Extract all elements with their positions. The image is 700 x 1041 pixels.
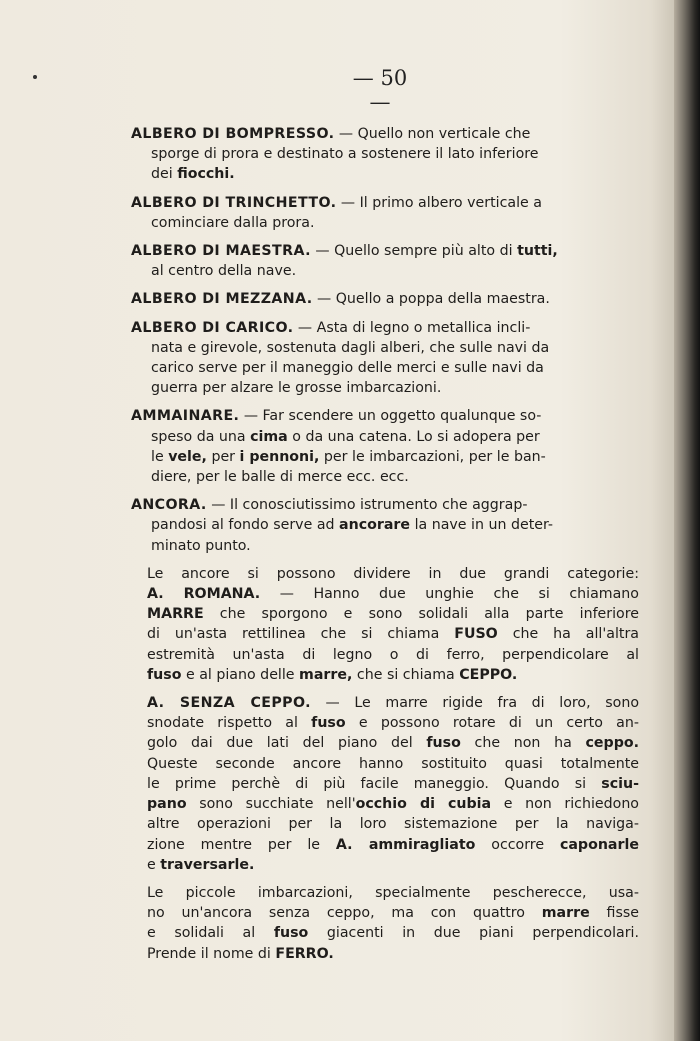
text-run: minato punto. bbox=[151, 537, 251, 554]
text-run: sono succhiate nell' bbox=[186, 796, 356, 813]
text-run: snodate rispetto al bbox=[147, 715, 312, 732]
body-paragraph bbox=[147, 883, 639, 964]
bold-term: ALBERO DI CARICO. bbox=[131, 319, 294, 336]
text-run: e solidali al bbox=[147, 925, 274, 942]
text-run: sporge di prora e destinato a sostenere il lato inferiore bbox=[151, 146, 539, 163]
text-line bbox=[147, 713, 639, 733]
text-line bbox=[131, 124, 639, 144]
text-line bbox=[131, 495, 639, 515]
text-run: pandosi al fondo serve ad bbox=[151, 517, 340, 534]
bold-term: AMMAINARE. bbox=[131, 408, 240, 425]
text-run: per le imbarcazioni, per le ban- bbox=[319, 448, 546, 465]
text-run: no un'ancora senza ceppo, ma con quattro bbox=[147, 905, 542, 922]
text-run: le bbox=[151, 448, 169, 465]
text-line bbox=[147, 903, 639, 923]
bold-term: caponarle bbox=[559, 836, 639, 853]
bold-term: ceppo. bbox=[585, 735, 639, 752]
text-run: al centro della nave. bbox=[151, 263, 297, 280]
bold-term: MARRE bbox=[147, 606, 204, 623]
text-run: — Quello a poppa della maestra. bbox=[312, 291, 550, 308]
text-run: giacenti in due piani perpendicolari. bbox=[308, 925, 639, 942]
bold-term: ALBERO DI TRINCHETTO. bbox=[131, 194, 337, 211]
text-run: carico serve per il maneggio delle merci e sulle navi da bbox=[151, 360, 544, 377]
paper-speck bbox=[33, 75, 37, 79]
text-run: Le piccole imbarcazioni, specialmente pescherecce, usa- bbox=[147, 884, 639, 901]
text-run: la nave in un deter- bbox=[410, 517, 554, 534]
body-paragraph bbox=[147, 693, 639, 875]
text-run: dei bbox=[151, 166, 178, 183]
bold-term: A. ROMANA. bbox=[147, 586, 261, 603]
text-line bbox=[147, 564, 639, 584]
text-line bbox=[147, 774, 639, 794]
bold-term: ALBERO DI MAESTRA. bbox=[131, 243, 311, 260]
text-run: Prende il nome di bbox=[147, 945, 276, 962]
text-run: — Il primo albero verticale a bbox=[336, 194, 542, 211]
bold-term: FERRO. bbox=[275, 945, 334, 962]
text-line bbox=[131, 164, 639, 184]
text-run: che non ha bbox=[460, 735, 586, 752]
book-spine-shadow bbox=[674, 0, 700, 1041]
bold-term: sciu- bbox=[601, 775, 639, 792]
glossary-entry bbox=[131, 406, 639, 487]
bold-term: ancorare bbox=[339, 517, 411, 534]
text-line bbox=[147, 693, 639, 713]
text-line bbox=[131, 289, 639, 309]
text-run: e al piano delle bbox=[181, 666, 300, 683]
text-run: Queste seconde ancore hanno sostituito quasi totalmente bbox=[147, 755, 639, 772]
text-run: Le ancore si possono dividere in due grandi categorie: bbox=[147, 565, 639, 582]
text-run: — Hanno due unghie che si chiamano bbox=[260, 586, 639, 603]
text-line bbox=[131, 406, 639, 426]
text-line bbox=[131, 241, 639, 261]
text-line bbox=[147, 754, 639, 774]
text-run: — Quello non verticale che bbox=[334, 126, 531, 142]
bold-term: fuso bbox=[311, 715, 346, 732]
text-run: guerra per alzare le grosse imbarcazioni. bbox=[151, 380, 442, 397]
glossary-text bbox=[131, 124, 639, 972]
text-run: e possono rotare di un certo an- bbox=[345, 715, 639, 732]
bold-term: vele, bbox=[168, 448, 207, 465]
text-line bbox=[131, 378, 639, 398]
text-line bbox=[147, 855, 639, 875]
bold-term: fuso bbox=[147, 666, 182, 683]
bold-term: FUSO bbox=[454, 626, 498, 643]
text-run: e non richiedono bbox=[491, 796, 639, 813]
bold-term: pano bbox=[147, 796, 187, 813]
text-run: che sporgono e sono solidali alla parte inferiore bbox=[203, 606, 639, 623]
bold-term: fuso bbox=[426, 735, 461, 752]
text-line bbox=[147, 814, 639, 834]
bold-term: tutti, bbox=[517, 243, 558, 260]
bold-term: A. SENZA CEPPO. bbox=[147, 695, 311, 712]
page-number: — 50 — bbox=[352, 66, 408, 114]
text-line bbox=[131, 261, 639, 281]
text-run: — Il conosciutissimo istrumento che aggrap- bbox=[206, 497, 528, 514]
text-run: che si chiama bbox=[352, 666, 460, 683]
text-line bbox=[131, 427, 639, 447]
text-run: cominciare dalla prora. bbox=[151, 214, 315, 231]
body-paragraph bbox=[147, 564, 639, 685]
text-run: diere, per le balle di merce ecc. ecc. bbox=[151, 469, 409, 486]
text-line bbox=[131, 193, 639, 213]
text-line bbox=[147, 604, 639, 624]
text-run: di un'asta rettilinea che si chiama bbox=[147, 626, 455, 643]
text-line bbox=[131, 536, 639, 556]
text-line bbox=[131, 338, 639, 358]
text-line bbox=[147, 923, 639, 943]
bold-term: cima bbox=[250, 428, 288, 445]
text-line bbox=[131, 447, 639, 467]
text-run: golo dai due lati del piano del bbox=[147, 735, 427, 752]
text-run: che ha all'altra bbox=[497, 626, 639, 643]
text-line bbox=[131, 515, 639, 535]
text-run: — Asta di legno o metallica incli- bbox=[293, 319, 531, 336]
text-run: o da una catena. Lo si adopera per bbox=[287, 428, 540, 445]
bold-term: A. ammiragliato bbox=[335, 836, 476, 853]
bold-term: fuso bbox=[273, 925, 309, 942]
text-line bbox=[131, 467, 639, 487]
text-run: altre operazioni per la loro sistemazione per la naviga- bbox=[147, 816, 639, 833]
bold-term: traversarle. bbox=[160, 856, 255, 873]
text-line bbox=[147, 794, 639, 814]
text-line bbox=[147, 883, 639, 903]
text-run: fisse bbox=[589, 905, 639, 922]
text-run: speso da una bbox=[151, 428, 251, 445]
text-run: estremità un'asta di legno o di ferro, perpendicolare al bbox=[147, 646, 639, 663]
text-line bbox=[147, 733, 639, 753]
text-line bbox=[147, 645, 639, 665]
text-run: — Le marre rigide fra di loro, sono bbox=[310, 695, 640, 712]
bold-term: CEPPO. bbox=[459, 666, 518, 683]
text-line bbox=[131, 213, 639, 233]
text-run: per bbox=[206, 448, 240, 465]
bold-term: marre bbox=[541, 905, 590, 922]
text-run: — Far scendere un oggetto qualunque so- bbox=[239, 408, 542, 425]
glossary-entry bbox=[131, 495, 639, 556]
text-line bbox=[147, 944, 639, 964]
glossary-entry bbox=[131, 241, 639, 281]
text-line bbox=[131, 358, 639, 378]
bold-term: ALBERO DI BOMPRESSO. bbox=[131, 126, 335, 142]
text-run: occorre bbox=[475, 836, 560, 853]
glossary-entry bbox=[131, 318, 639, 399]
text-line bbox=[131, 318, 639, 338]
text-line bbox=[147, 835, 639, 855]
text-run: le prime perchè di più facile maneggio. Quando si bbox=[147, 775, 602, 792]
text-line bbox=[147, 584, 639, 604]
text-run: e bbox=[147, 856, 161, 873]
bold-term: ALBERO DI MEZZANA. bbox=[131, 291, 313, 308]
text-run: nata e girevole, sostenuta dagli alberi, che sulle navi da bbox=[151, 339, 550, 356]
text-line bbox=[131, 144, 639, 164]
glossary-entry bbox=[131, 289, 639, 309]
bold-term: i pennoni, bbox=[239, 448, 320, 465]
bold-term: ANCORA. bbox=[131, 497, 207, 514]
bold-term: fiocchi. bbox=[177, 166, 235, 183]
bold-term: marre, bbox=[299, 666, 353, 683]
text-line bbox=[147, 624, 639, 644]
text-run: — Quello sempre più alto di bbox=[310, 243, 518, 260]
bold-term: occhio di cubia bbox=[355, 796, 492, 813]
text-run: zione mentre per le bbox=[147, 836, 336, 853]
glossary-entry bbox=[131, 193, 639, 233]
text-line bbox=[147, 665, 639, 685]
glossary-entry bbox=[131, 124, 639, 185]
